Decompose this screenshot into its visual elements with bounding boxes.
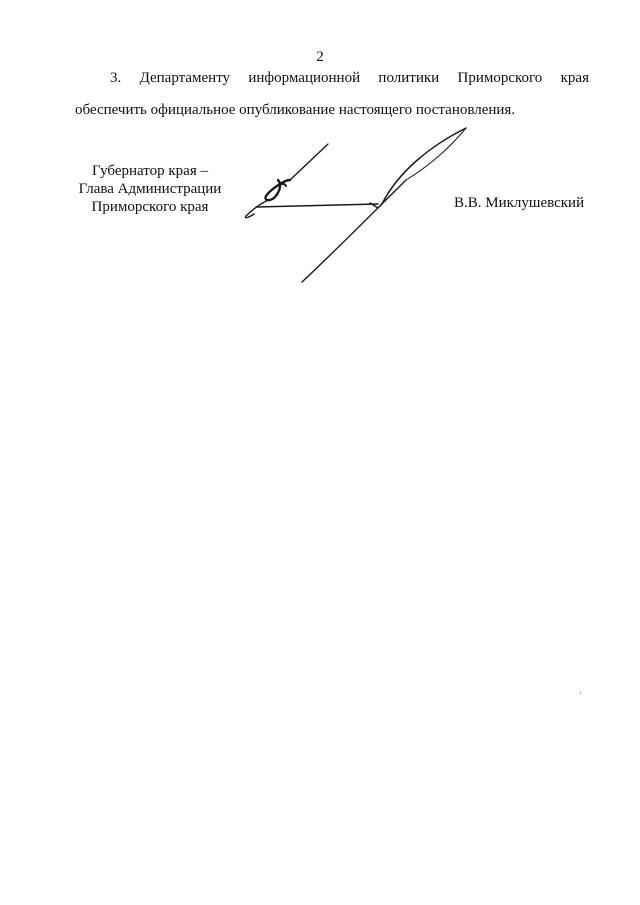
signatory-title-line: Приморского края xyxy=(91,199,209,215)
signatory-name: В.В. Миклушевский xyxy=(454,195,585,211)
signatory-title-line: Глава Администрации xyxy=(78,181,222,197)
signatory-title-line: Губернатор края – xyxy=(92,163,208,179)
paragraph-line-2: обеспечить официальное опубликование настоящего постановления. xyxy=(75,102,516,118)
paragraph-word: края xyxy=(560,70,589,86)
paragraph-item-3 xyxy=(75,62,589,126)
handwritten-signature xyxy=(230,120,480,290)
paragraph-word: информационной xyxy=(248,70,361,86)
paragraph-line-1 xyxy=(75,62,589,94)
scan-speck xyxy=(580,692,581,694)
paragraph-word: Департаменту xyxy=(139,70,231,86)
page-number: 2 xyxy=(316,49,324,65)
signatory-title xyxy=(70,162,230,216)
paragraph-word: политики xyxy=(378,70,440,86)
paragraph-word: 3. xyxy=(110,70,122,86)
paragraph-word: Приморского xyxy=(457,70,543,86)
